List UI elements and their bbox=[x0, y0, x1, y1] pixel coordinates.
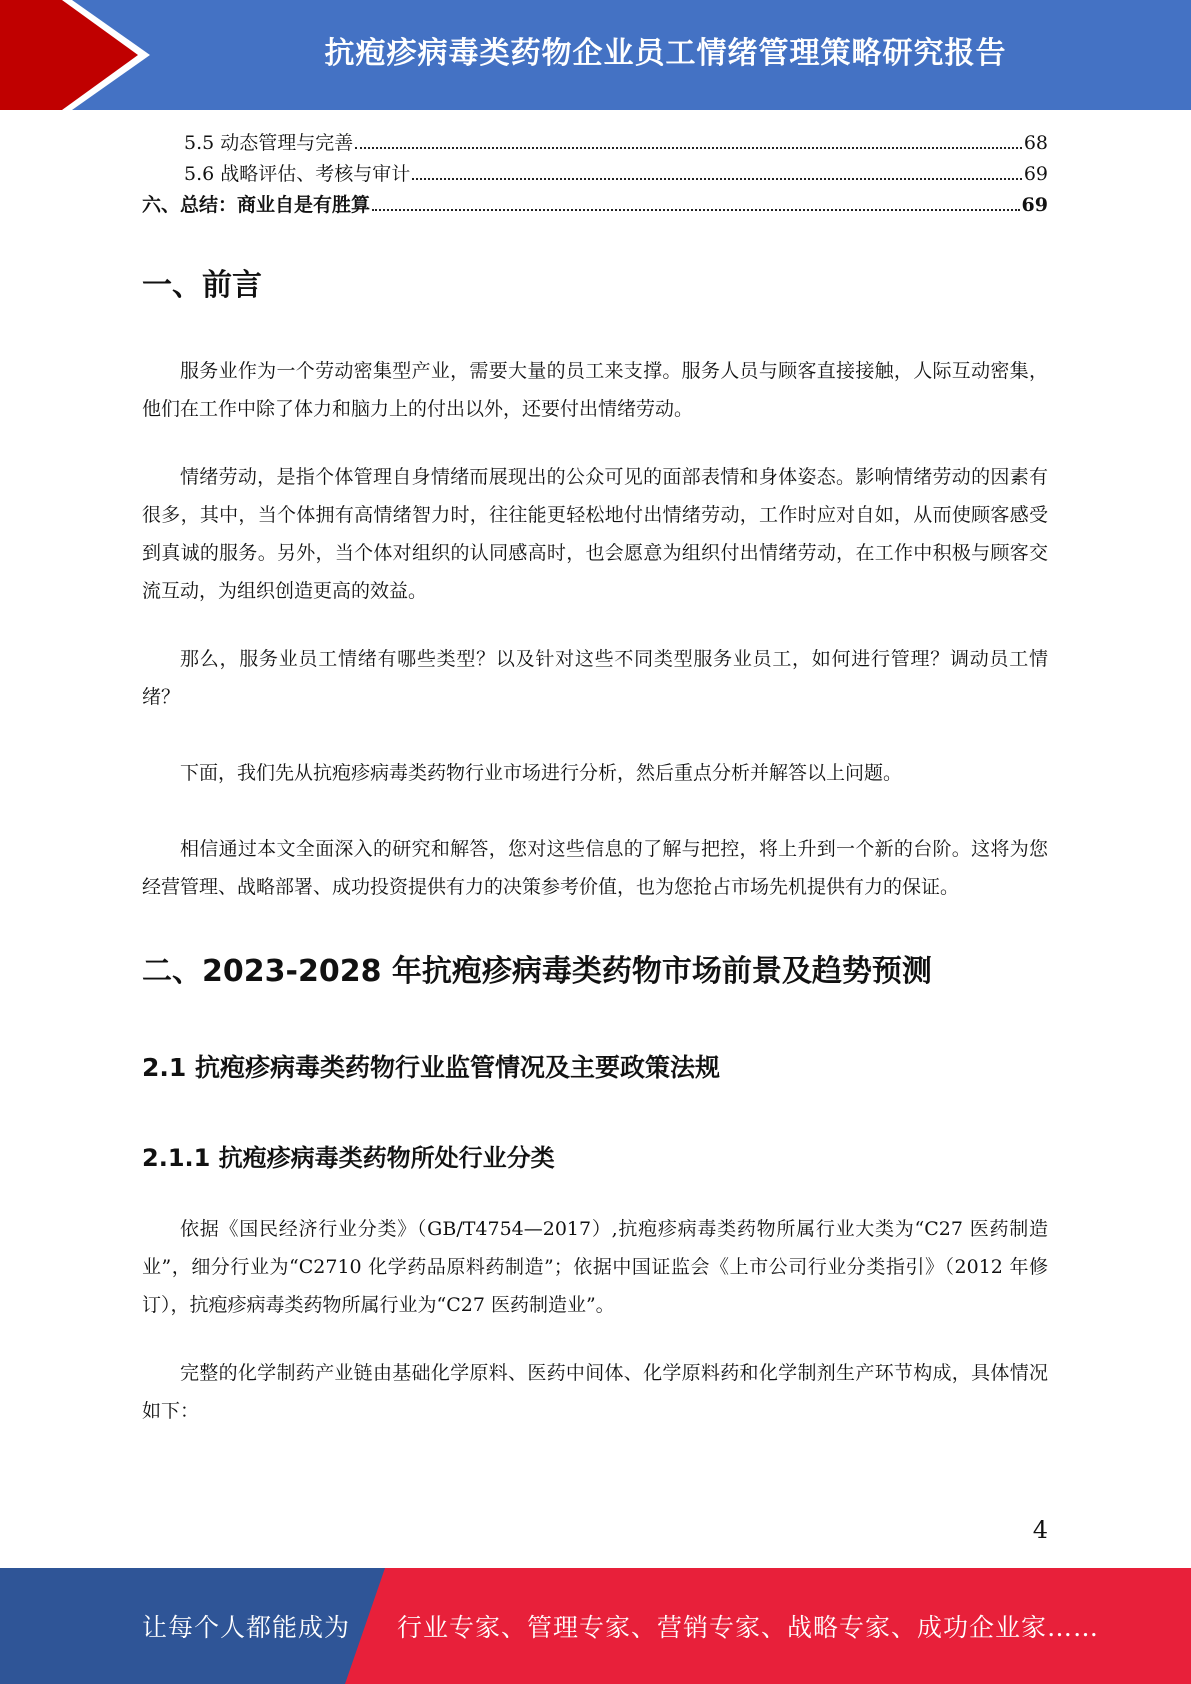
toc-entry[interactable] bbox=[142, 159, 1048, 190]
document-body bbox=[142, 262, 1048, 1430]
toc-entry[interactable] bbox=[142, 128, 1048, 159]
table-of-contents bbox=[142, 128, 1048, 221]
toc-entry[interactable] bbox=[142, 190, 1048, 221]
toc-dot-leader bbox=[355, 147, 1022, 149]
paragraph: 下面，我们先从抗疱疹病毒类药物行业市场进行分析，然后重点分析并解答以上问题。 bbox=[180, 762, 903, 784]
subsection-heading-regulation: 2.1 抗疱疹病毒类药物行业监管情况及主要政策法规 bbox=[142, 1053, 720, 1082]
toc-entry-label: 5.6 战略评估、考核与审计 bbox=[184, 163, 411, 185]
toc-entry-page: 69 bbox=[1023, 163, 1048, 185]
toc-entry-label: 5.5 动态管理与完善 bbox=[184, 132, 354, 154]
section-heading-preface: 一、前言 bbox=[142, 268, 262, 303]
paragraph: 那么，服务业员工情绪有哪些类型？以及针对这些不同类型服务业员工，如何进行管理？调动员工情绪？ bbox=[142, 648, 1048, 708]
paragraph: 相信通过本文全面深入的研究和解答，您对这些信息的了解与把控，将上升到一个新的台阶。这将为您经营管理、战略部署、成功投资提供有力的决策参考价值，也为您抢占市场先机提供有力的保证。 bbox=[142, 838, 1048, 898]
subsubsection-heading-classification: 2.1.1 抗疱疹病毒类药物所处行业分类 bbox=[142, 1144, 555, 1172]
toc-entry-page: 68 bbox=[1023, 132, 1048, 154]
section-heading-market-outlook: 二、2023-2028 年抗疱疹病毒类药物市场前景及趋势预测 bbox=[142, 954, 932, 989]
footer-slogan-left: 让每个人都能成为 bbox=[142, 1613, 351, 1642]
paragraph: 完整的化学制药产业链由基础化学原料、医药中间体、化学原料药和化学制剂生产环节构成，具体情况如下： bbox=[142, 1362, 1048, 1422]
toc-dot-leader bbox=[372, 209, 1020, 211]
page-header bbox=[0, 0, 1191, 110]
paragraph: 情绪劳动，是指个体管理自身情绪而展现出的公众可见的面部表情和身体姿态。影响情绪劳动的因素有很多，其中，当个体拥有高情绪智力时，往往能更轻松地付出情绪劳动，工作时应对自如，从而使顾客感受到真诚的服务。另外，当个体对组织的认同感高时，也会愿意为组织付出情绪劳动，在工作中积极与顾客交流互动，为组织创造更高的效益。 bbox=[142, 466, 1048, 602]
toc-entry-page: 69 bbox=[1021, 194, 1048, 216]
paragraph: 服务业作为一个劳动密集型产业，需要大量的员工来支撑。服务人员与顾客直接接触，人际互动密集，他们在工作中除了体力和脑力上的付出以外，还要付出情绪劳动。 bbox=[142, 360, 1048, 420]
footer-slogan-right: 行业专家、管理专家、营销专家、战略专家、成功企业家…… bbox=[397, 1613, 1100, 1642]
page-number: 4 bbox=[1032, 1516, 1048, 1544]
page-footer bbox=[0, 1568, 1191, 1684]
toc-dot-leader bbox=[412, 178, 1022, 180]
header-title: 抗疱疹病毒类药物企业员工情绪管理策略研究报告 bbox=[324, 36, 1007, 71]
paragraph: 依据《国民经济行业分类》（GB/T4754—2017）,抗疱疹病毒类药物所属行业大类为“C27 医药制造业”，细分行业为“C2710 化学药品原料药制造”；依据中国证监会《上市公司行业分类指引》（2012 年修订），抗疱疹病毒类药物所属行业为“C27 医药制造业”。 bbox=[142, 1218, 1048, 1316]
toc-entry-label: 六、总结：商业自是有胜算 bbox=[142, 194, 371, 216]
